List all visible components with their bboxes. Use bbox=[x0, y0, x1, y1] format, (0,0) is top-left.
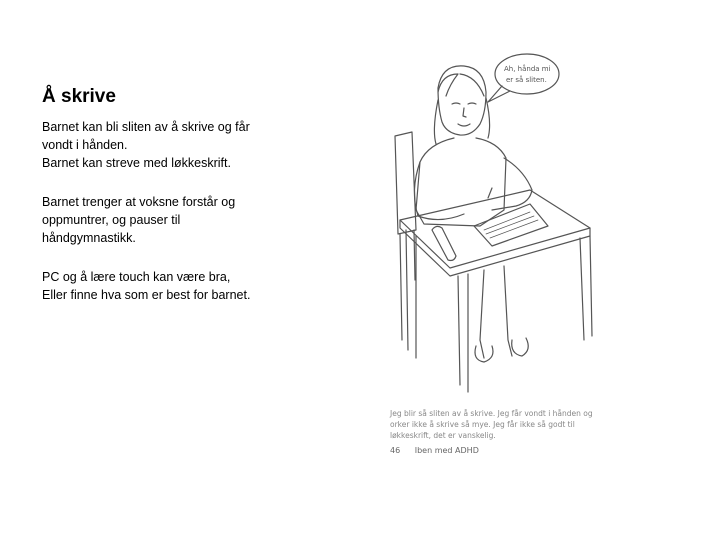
child-legs bbox=[480, 266, 512, 358]
notebook bbox=[474, 204, 548, 246]
paragraph-line: vondt i hånden. bbox=[42, 138, 128, 152]
child-nose bbox=[463, 108, 466, 117]
paragraph-line: Eller finne hva som er best for barnet. bbox=[42, 288, 251, 302]
paragraph-support bbox=[42, 193, 282, 247]
table-leg-front bbox=[458, 274, 468, 392]
paragraph-line: PC og å lære touch kan være bra, bbox=[42, 270, 231, 284]
child-right-arm bbox=[492, 158, 532, 210]
paragraph-tiredness bbox=[42, 118, 282, 172]
child-eyes bbox=[452, 103, 476, 104]
child-shoe bbox=[475, 346, 493, 362]
table-leg bbox=[406, 230, 592, 358]
page-title: Å skrive bbox=[42, 86, 116, 107]
pencil-case bbox=[432, 226, 456, 260]
page-number: 46 bbox=[390, 446, 401, 455]
illustration-caption: Jeg blir så sliten av å skrive. Jeg får vondt i hånden og orker ikke å skrive så mye. Jeg får ikke så godt til løkkeskrift, det er vanskelig. bbox=[390, 408, 593, 440]
pencil bbox=[488, 188, 492, 198]
page-footer bbox=[390, 446, 479, 455]
child-shoe bbox=[512, 338, 529, 356]
paragraph-pc-touch bbox=[42, 268, 282, 304]
child-mouth bbox=[458, 124, 470, 126]
speech-bubble-line: er så sliten. bbox=[506, 76, 547, 84]
notebook-lines bbox=[484, 212, 538, 238]
table-top bbox=[400, 190, 590, 268]
illustration-child-writing bbox=[380, 40, 620, 395]
paragraph-line: Barnet kan bli sliten av å skrive og får bbox=[42, 120, 250, 134]
speech-bubble-tail bbox=[488, 86, 510, 102]
paragraph-line: Barnet kan streve med løkkeskrift. bbox=[42, 156, 231, 170]
paragraph-line: oppmuntrer, og pauser til bbox=[42, 213, 181, 227]
speech-bubble bbox=[495, 54, 559, 94]
paragraph-line: håndgymnastikk. bbox=[42, 231, 136, 245]
child-hair bbox=[438, 74, 484, 96]
speech-bubble-line: Ah, hånda mi bbox=[504, 65, 551, 73]
book-title: Iben med ADHD bbox=[414, 446, 479, 455]
paragraph-line: Barnet trenger at voksne forstår og bbox=[42, 195, 236, 209]
child-head bbox=[438, 66, 486, 135]
